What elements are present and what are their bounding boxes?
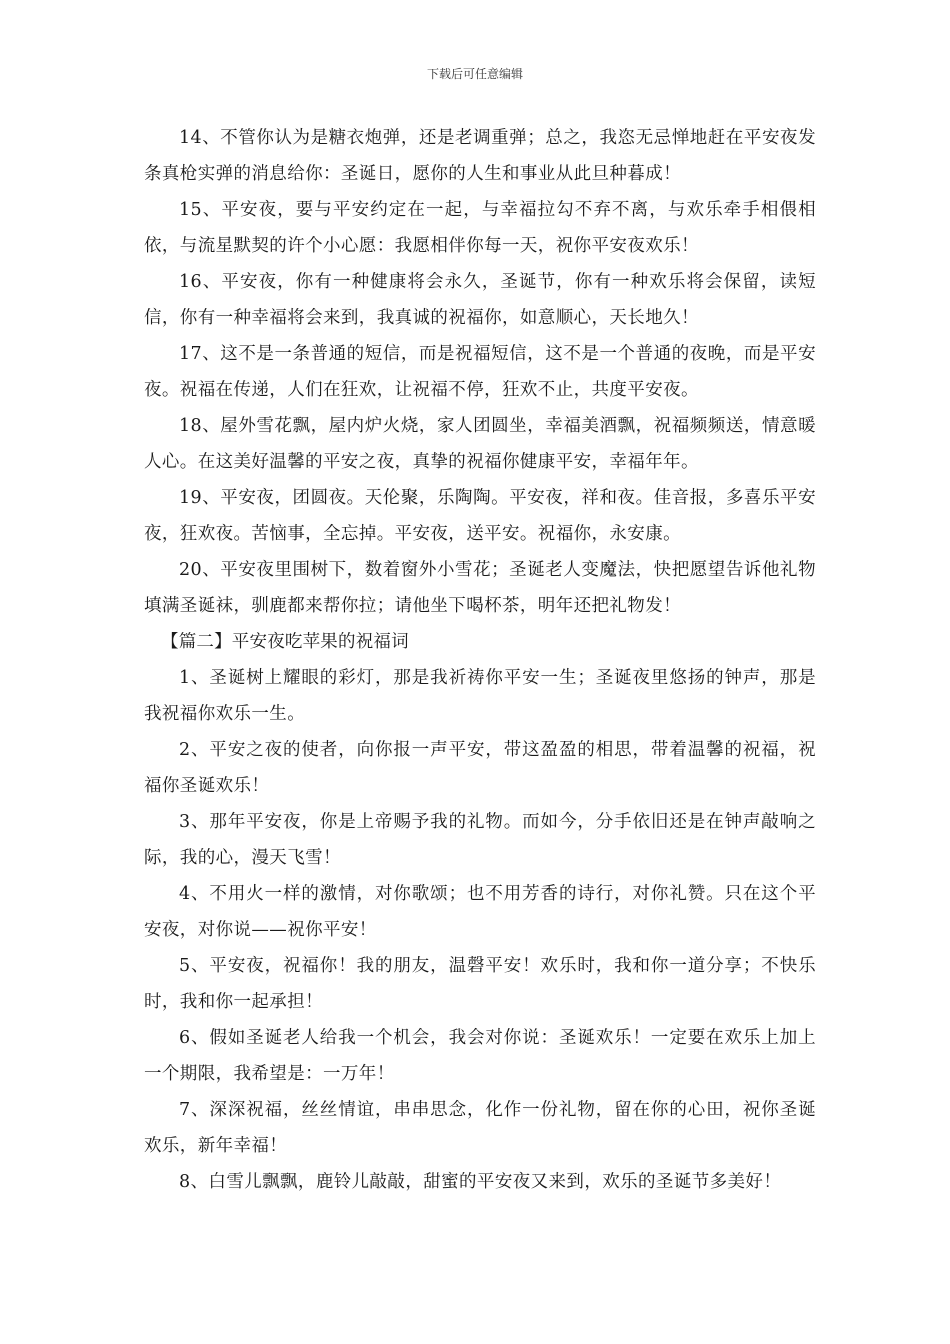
paragraph-20: 20、平安夜里围树下，数着窗外小雪花；圣诞老人变魔法，快把愿望告诉他礼物填满圣诞袜，驯鹿都来帮你拉；请他坐下喝杯茶，明年还把礼物发！ — [144, 560, 816, 616]
wish-paragraph-2: 2、平安之夜的使者，向你报一声平安，带这盈盈的相思，带着温馨的祝福，祝福你圣诞欢乐！ — [144, 740, 816, 796]
paragraph-19: 19、平安夜，团圆夜。天伦聚，乐陶陶。平安夜，祥和夜。佳音报，多喜乐平安夜，狂欢夜。苦恼事，全忘掉。平安夜，送平安。祝福你，永安康。 — [144, 488, 816, 544]
section-title: 【篇二】平安夜吃苹果的祝福词 — [161, 632, 409, 652]
wish-paragraph-8: 8、白雪儿飘飘，鹿铃儿敲敲，甜蜜的平安夜又来到，欢乐的圣诞节多美好！ — [179, 1172, 782, 1192]
wish-paragraph-1: 1、圣诞树上耀眼的彩灯，那是我祈祷你平安一生；圣诞夜里悠扬的钟声，那是我祝福你欢乐一生。 — [144, 668, 816, 724]
wish-paragraph-4: 4、不用火一样的激情，对你歌颂；也不用芳香的诗行，对你礼赞。只在这个平安夜，对你说——祝你平安！ — [144, 884, 816, 940]
document-body — [144, 120, 816, 1200]
paragraph-15: 15、平安夜，要与平安约定在一起，与幸福拉勾不弃不离，与欢乐牵手相偎相依，与流星默契的许个小心愿：我愿相伴你每一天，祝你平安夜欢乐！ — [144, 200, 816, 256]
paragraph-16: 16、平安夜，你有一种健康将会永久，圣诞节，你有一种欢乐将会保留，读短信，你有一种幸福将会来到，我真诚的祝福你，如意顺心，天长地久！ — [144, 272, 816, 328]
wish-paragraph-5: 5、平安夜，祝福你！我的朋友，温磬平安！欢乐时，我和你一道分享；不快乐时，我和你一起承担！ — [144, 956, 816, 1012]
wish-paragraph-3: 3、那年平安夜，你是上帝赐予我的礼物。而如今，分手依旧还是在钟声敲响之际，我的心，漫天飞雪！ — [144, 812, 816, 868]
paragraph-18: 18、屋外雪花飘，屋内炉火烧，家人团圆坐，幸福美酒飘，祝福频频送，情意暖人心。在这美好温馨的平安之夜，真挚的祝福你健康平安，幸福年年。 — [144, 416, 816, 472]
wish-paragraph-7: 7、深深祝福，丝丝情谊，串串思念，化作一份礼物，留在你的心田，祝你圣诞欢乐，新年幸福！ — [144, 1100, 816, 1156]
wish-paragraph-6: 6、假如圣诞老人给我一个机会，我会对你说：圣诞欢乐！一定要在欢乐上加上一个期限，我希望是：一万年！ — [144, 1028, 816, 1084]
paragraph-17: 17、这不是一条普通的短信，而是祝福短信，这不是一个普通的夜晚，而是平安夜。祝福在传递，人们在狂欢，让祝福不停，狂欢不止，共度平安夜。 — [144, 344, 816, 400]
page-header-note: 下载后可任意编辑 — [426, 67, 523, 81]
paragraph-14: 14、不管你认为是糖衣炮弹，还是老调重弹；总之，我恣无忌惮地赶在平安夜发条真枪实弹的消息给你：圣诞日，愿你的人生和事业从此旦种暮成！ — [144, 128, 816, 184]
